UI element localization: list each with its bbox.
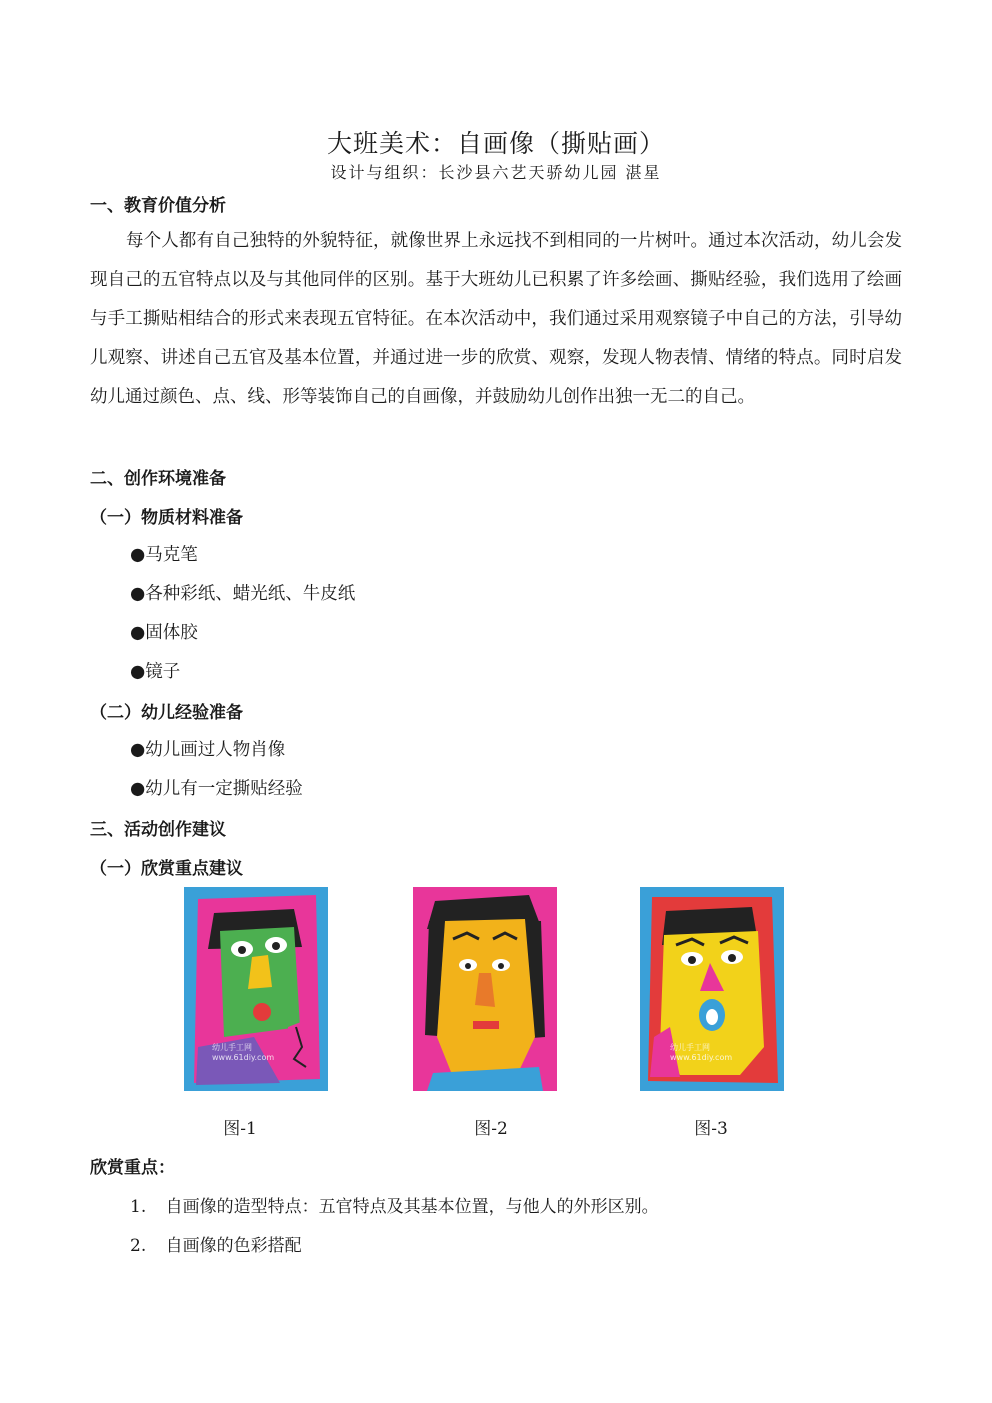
section-paragraph-1: 每个人都有自己独特的外貌特征，就像世界上永远找不到相同的一片树叶。通过本次活动，幼儿会发现自己的五官特点以及与其他同伴的区别。基于大班幼儿已积累了许多绘画、撕贴经验，我们选用了绘画与手工撕贴相结合的形式来表现五官特征。在本次活动中，我们通过采用观察镜子中自己的方法，引导幼儿观察、讲述自己五官及基本位置，并通过进一步的欣赏、观察，发现人物表情、情绪的特点。同时启发幼儿通过颜色、点、线、形等装饰自己的自画像，并鼓励幼儿创作出独一无二的自己。 bbox=[90, 231, 902, 407]
focus-item-number: 1. bbox=[130, 1197, 147, 1217]
collage-portrait-2 bbox=[413, 887, 557, 1091]
list-item: ●幼儿有一定撕贴经验 bbox=[130, 779, 303, 799]
focus-item-1 bbox=[130, 1192, 659, 1217]
list-item: ●镜子 bbox=[130, 662, 181, 682]
figure-3-watermark: 幼儿手工网 www.61diy.com bbox=[670, 1043, 733, 1062]
subsection-heading-appreciation: （一）欣赏重点建议 bbox=[90, 859, 243, 879]
section-heading-1: 一、教育价值分析 bbox=[90, 196, 226, 216]
page-title: 大班美术：自画像（撕贴画） bbox=[326, 129, 665, 158]
list-item: ●马克笔 bbox=[130, 545, 198, 565]
section-heading-3: 三、活动创作建议 bbox=[90, 820, 226, 840]
figure-1-image bbox=[184, 887, 328, 1091]
subsection-heading-materials: （一）物质材料准备 bbox=[90, 508, 243, 528]
list-item: ●幼儿画过人物肖像 bbox=[130, 740, 286, 760]
page-subtitle: 设计与组织：长沙县六艺天骄幼儿园 湛星 bbox=[330, 163, 662, 182]
figure-3-image bbox=[640, 887, 784, 1091]
list-item: ●各种彩纸、蜡光纸、牛皮纸 bbox=[130, 584, 356, 604]
section-heading-2: 二、创作环境准备 bbox=[90, 469, 226, 489]
figure-2-image bbox=[413, 887, 557, 1091]
figure-3-caption: 图-3 bbox=[694, 1119, 728, 1139]
focus-item-text: 自画像的色彩搭配 bbox=[165, 1236, 302, 1256]
focus-item-text: 自画像的造型特点：五官特点及其基本位置，与他人的外形区别。 bbox=[165, 1197, 659, 1217]
subsection-heading-experience: （二）幼儿经验准备 bbox=[90, 703, 243, 723]
list-item: ●固体胶 bbox=[130, 623, 198, 643]
figure-2-caption: 图-2 bbox=[474, 1119, 508, 1139]
figure-1-watermark: 幼儿手工网 www.61diy.com bbox=[212, 1043, 275, 1062]
focus-heading: 欣赏重点： bbox=[90, 1158, 175, 1178]
figure-1-caption: 图-1 bbox=[223, 1119, 257, 1139]
focus-item-2 bbox=[130, 1231, 302, 1256]
focus-item-number: 2. bbox=[130, 1236, 147, 1256]
